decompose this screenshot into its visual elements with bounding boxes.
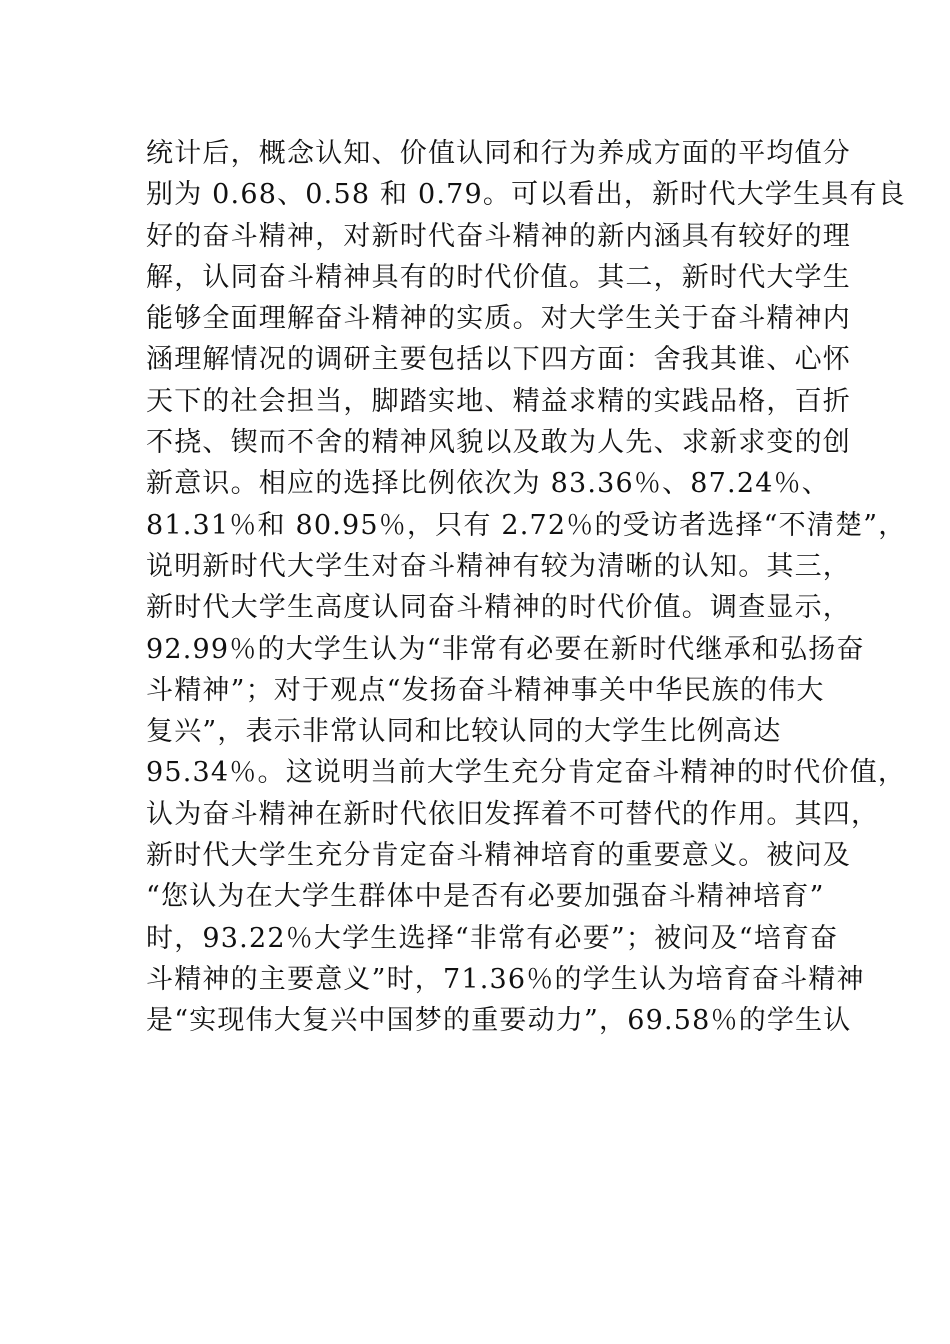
text-line: 统计后，概念认知、价值认同和行为养成方面的平均值分: [146, 138, 851, 169]
text-line: 新时代大学生高度认同奋斗精神的时代价值。调查显示，: [146, 592, 851, 624]
text-line: 新时代大学生充分肯定奋斗精神培育的重要意义。被问及: [146, 840, 851, 872]
text-line: 天下的社会担当，脚踏实地、精益求精的实践品格，百折: [146, 385, 851, 417]
text-line: 是“实现伟大复兴中国梦的重要动力”，69.58％的学生认: [146, 1005, 852, 1037]
text-line: 92.99％的大学生认为“非常有必要在新时代继承和弘扬奋: [146, 633, 865, 665]
text-line: 别为 0.68、0.58 和 0.79。可以看出，新时代大学生具有良: [146, 179, 906, 211]
text-line: 复兴”，表示非常认同和比较认同的大学生比例高达: [146, 716, 782, 748]
body-text: [146, 133, 907, 1042]
text-line: “您认为在大学生群体中是否有必要加强奋斗精神培育”: [146, 881, 825, 913]
text-line: 解，认同奋斗精神具有的时代价值。其二，新时代大学生: [146, 261, 851, 293]
text-line: 认为奋斗精神在新时代依旧发挥着不可替代的作用。其四，: [146, 798, 880, 830]
text-line: 能够全面理解奋斗精神的实质。对大学生关于奋斗精神内: [146, 303, 851, 335]
text-line: 斗精神”；对于观点“发扬奋斗精神事关中华民族的伟大: [146, 674, 825, 706]
text-line: 时，93.22％大学生选择“非常有必要”；被问及“培育奋: [146, 922, 839, 954]
text-line: 95.34％。这说明当前大学生充分肯定奋斗精神的时代价值，: [146, 757, 907, 789]
text-line: 81.31％和 80.95％，只有 2.72％的受访者选择“不清楚”，: [146, 509, 907, 541]
text-line: 说明新时代大学生对奋斗精神有较为清晰的认知。其三，: [146, 550, 851, 582]
text-line: 好的奋斗精神，对新时代奋斗精神的新内涵具有较好的理: [146, 220, 851, 252]
text-line: 不挠、锲而不舍的精神风貌以及敢为人先、求新求变的创: [146, 427, 851, 459]
text-line: 斗精神的主要意义”时，71.36％的学生认为培育奋斗精神: [146, 963, 865, 995]
text-line: 涵理解情况的调研主要包括以下四方面：舍我其谁、心怀: [146, 344, 851, 376]
text-line: 新意识。相应的选择比例依次为 83.36％、87.24％、: [146, 468, 830, 500]
